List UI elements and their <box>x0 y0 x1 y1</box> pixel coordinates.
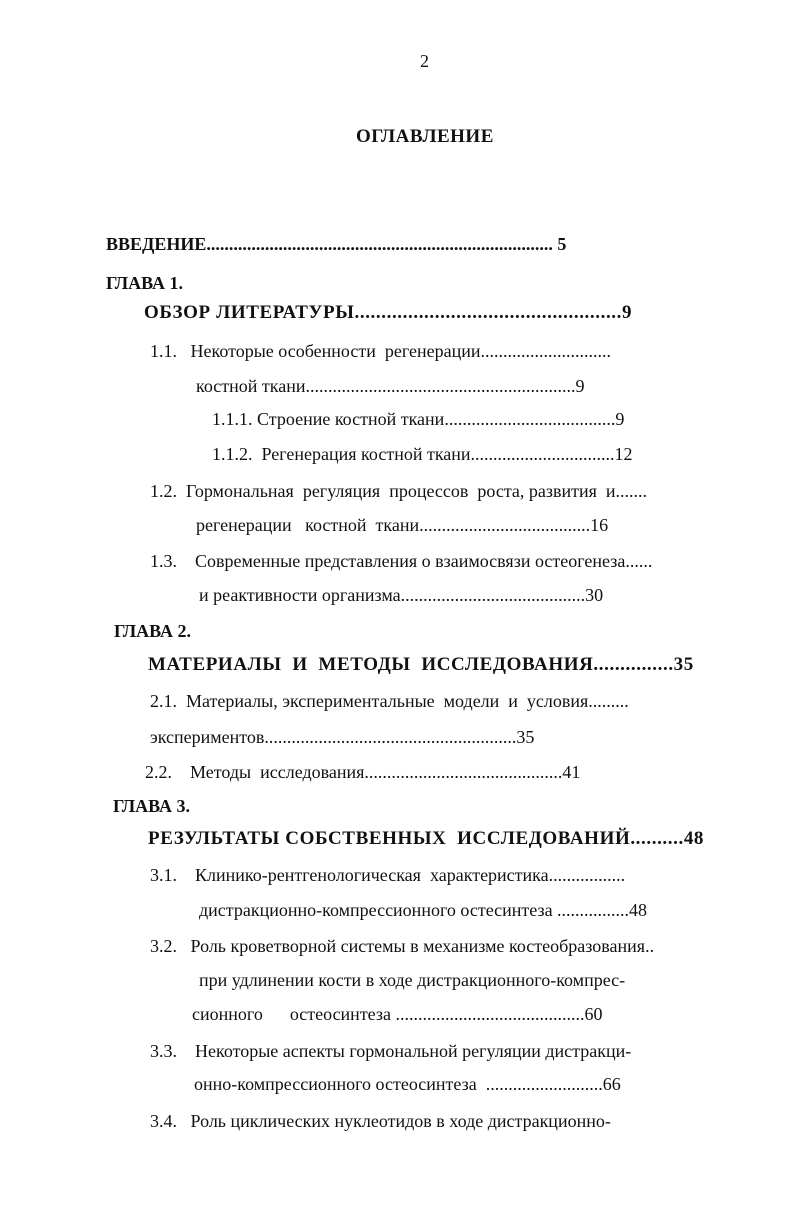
toc-section-1-3-line1: 1.3. Современные представления о взаимосвязи остеогенеза...... <box>150 551 653 571</box>
toc-section-1-1-2: 1.1.2. Регенерация костной ткани................................12 <box>212 444 633 464</box>
toc-section-2-2: 2.2. Методы исследования............................................41 <box>145 762 581 782</box>
toc-chapter-2-title: МАТЕРИАЛЫ И МЕТОДЫ ИССЛЕДОВАНИЯ...............35 <box>148 654 694 675</box>
toc-section-3-2-line3: сионного остеосинтеза ..........................................60 <box>192 1004 603 1024</box>
toc-section-3-1-line1: 3.1. Клинико-рентгенологическая характеристика................. <box>150 865 626 885</box>
toc-section-1-1-line2: костной ткани............................................................9 <box>196 376 585 396</box>
toc-chapter-1-title: ОБЗОР ЛИТЕРАТУРЫ..................................................9 <box>144 302 633 323</box>
toc-section-1-2-line2: регенерации костной ткани......................................16 <box>196 515 609 535</box>
toc-intro: ВВЕДЕНИЕ............................................................................. 5 <box>106 234 567 254</box>
toc-section-1-1-1: 1.1.1. Строение костной ткани......................................9 <box>212 409 625 429</box>
page-title: ОГЛАВЛЕНИЕ <box>356 126 494 147</box>
toc-section-3-2-line2: при удлинении кости в ходе дистракционного-компрес- <box>199 970 626 990</box>
toc-section-2-1-line2: экспериментов........................................................35 <box>150 727 535 747</box>
toc-section-1-2-line1: 1.2. Гормональная регуляция процессов роста, развития и....... <box>150 481 648 501</box>
toc-section-1-3-line2: и реактивности организма.........................................30 <box>199 585 604 605</box>
toc-section-3-2-line1: 3.2. Роль кроветворной системы в механизме костеобразования.. <box>150 936 655 956</box>
toc-section-2-1-line1: 2.1. Материалы, экспериментальные модели и условия......... <box>150 691 629 711</box>
toc-chapter-3-title: РЕЗУЛЬТАТЫ СОБСТВЕННЫХ ИССЛЕДОВАНИЙ..........48 <box>148 828 705 849</box>
toc-section-3-3-line1: 3.3. Некоторые аспекты гормональной регуляции дистракци- <box>150 1041 632 1061</box>
page-number: 2 <box>420 51 429 71</box>
toc-section-1-1-line1: 1.1. Некоторые особенности регенерации............................. <box>150 341 611 361</box>
toc-section-3-3-line2: онно-компрессионного остеосинтеза ..........................66 <box>194 1074 621 1094</box>
toc-section-3-1-line2: дистракционно-компрессионного остесинтеза ................48 <box>199 900 648 920</box>
toc-chapter-2-heading: ГЛАВА 2. <box>114 621 192 641</box>
toc-chapter-3-heading: ГЛАВА 3. <box>113 796 191 816</box>
toc-section-3-4-line1: 3.4. Роль циклических нуклеотидов в ходе дистракционно- <box>150 1111 611 1131</box>
toc-chapter-1-heading: ГЛАВА 1. <box>106 273 184 293</box>
